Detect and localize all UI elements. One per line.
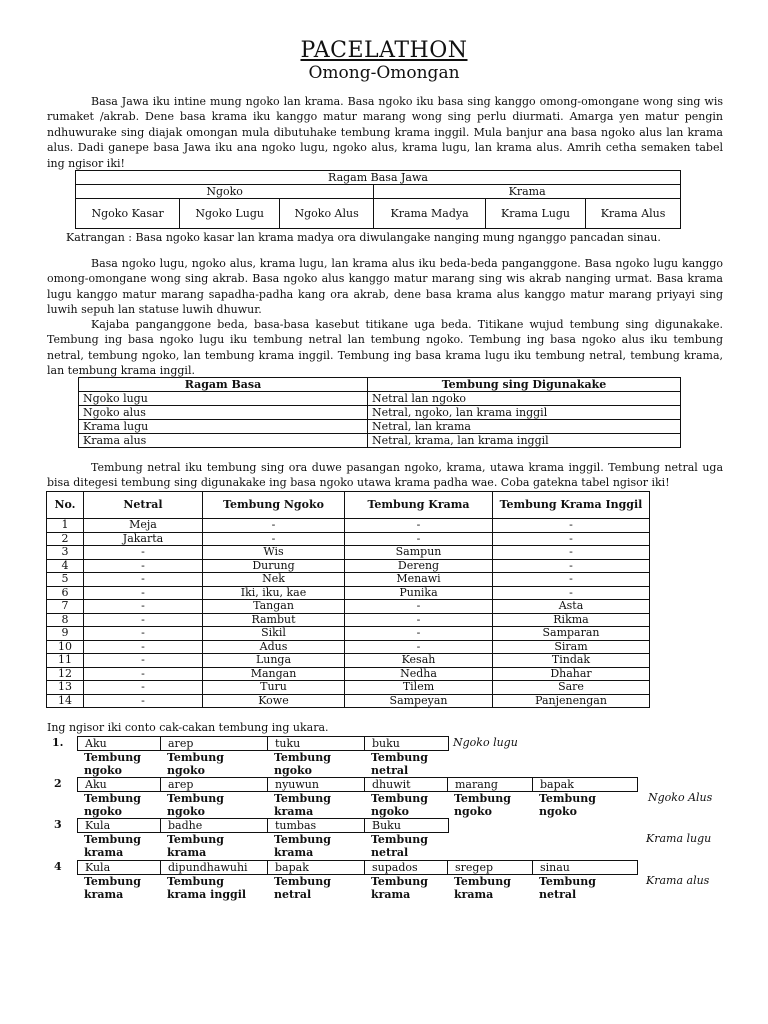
table-cell: Sampun: [345, 546, 493, 560]
word-type-label: Tembung ngoko: [167, 792, 224, 818]
word-type-label: Tembung ngoko: [84, 751, 141, 777]
example-caption: Ngoko Alus: [648, 791, 713, 804]
column-header: Tembung Ngoko: [203, 492, 345, 519]
table-row: [47, 586, 650, 600]
examples-intro: Ing ngisor iki conto cak-cakan tembung ing ukara.: [47, 721, 329, 734]
table-cell: Turu: [203, 681, 345, 695]
example-word: arep: [161, 778, 268, 791]
example-caption: Krama lugu: [646, 832, 712, 845]
table-cell: -: [84, 559, 203, 573]
example-number: 1.: [52, 736, 64, 749]
table-cell: -: [345, 627, 493, 641]
example-word: sinau: [540, 861, 570, 874]
word-type-label: Tembung krama inggil: [167, 875, 247, 901]
word-type-label: Tembung krama: [84, 875, 141, 901]
word-type-label: Tembung netral: [371, 833, 428, 859]
table-row: [47, 654, 650, 668]
table-cell: Jakarta: [84, 532, 203, 546]
example-sentence-box: [77, 777, 638, 792]
table-cell: Ngoko Kasar: [76, 199, 180, 229]
table-row: [47, 694, 650, 708]
table-row: [47, 627, 650, 641]
table-cell: 12: [47, 667, 84, 681]
table-cell: -: [203, 532, 345, 546]
table-cell: 10: [47, 640, 84, 654]
word-type-label: Tembung netral: [539, 875, 596, 901]
table-cell: -: [84, 667, 203, 681]
example-word: Buku: [372, 819, 401, 832]
word-type-label: Tembung ngoko: [84, 792, 141, 818]
table-cell: -: [84, 681, 203, 695]
table-cell: -: [493, 586, 650, 600]
table-cell: Punika: [345, 586, 493, 600]
example-word: tumbas: [268, 819, 365, 832]
word-type-label: Tembung krama: [371, 875, 428, 901]
word-type-label: Tembung krama: [274, 833, 331, 859]
table-cell: Mangan: [203, 667, 345, 681]
word-type-label: Tembung ngoko: [454, 792, 511, 818]
table-cell: 14: [47, 694, 84, 708]
example-sentence-box: [77, 860, 638, 875]
example-word: Aku: [78, 778, 161, 791]
example-word: bapak: [540, 778, 574, 791]
word-type-label: Tembung krama: [84, 833, 141, 859]
example-word: dhuwit: [365, 778, 448, 791]
table-row: [47, 519, 650, 533]
ragam-basa-table: [75, 170, 681, 229]
table-cell: 8: [47, 613, 84, 627]
table-title: Ragam Basa Jawa: [76, 171, 681, 185]
usage-paragraph: Basa ngoko lugu, ngoko alus, krama lugu, lan krama alus iku beda-beda panganggone. Basa ngoko lugu kanggo omong-omongane wong sing akrab. Basa ngoko alus kanggo matur marang sing wis akrab nanging urmat. Basa krama lugu kanggo matur marang sapadha-padha kang ora akrab, dene basa krama alus kanggo matur marang priyayi sing luwih sepuh lan statuse luwih dhuwur.: [47, 257, 723, 317]
table-row: [79, 420, 681, 434]
word-type-label: Tembung ngoko: [167, 751, 224, 777]
example-number: 2: [54, 777, 62, 790]
table-row: [47, 667, 650, 681]
table-cell: 9: [47, 627, 84, 641]
table-note: Katrangan : Basa ngoko kasar lan krama madya ora diwulangake nanging mung nganggo pancadan sinau.: [66, 231, 661, 244]
table-cell: Siram: [493, 640, 650, 654]
table-cell: Ngoko alus: [79, 406, 368, 420]
table-cell: -: [84, 640, 203, 654]
vocabulary-table-body: [47, 519, 650, 708]
table-row: [47, 613, 650, 627]
table-cell: Nek: [203, 573, 345, 587]
table-cell: Tilem: [345, 681, 493, 695]
table-cell: -: [84, 586, 203, 600]
table-cell: -: [345, 532, 493, 546]
table-cell: Krama Lugu: [485, 199, 585, 229]
table-cell: 4: [47, 559, 84, 573]
example-word: Aku: [78, 737, 161, 750]
table-cell: Ngoko lugu: [79, 392, 368, 406]
table-cell: -: [84, 600, 203, 614]
features-paragraph: Kajaba panganggone beda, basa-basa kasebut titikane uga beda. Titikane wujud tembung sing digunakake. Tembung ing basa ngoko lugu iku tembung netral lan tembung ngoko. Tembung ing basa ngoko alus iku tembung netral, tembung ngoko, lan tembung krama inggil. Tembung ing basa krama lugu iku tembung netral, tembung krama, lan tembung krama inggil.: [47, 318, 723, 378]
example-sentence-box: [77, 736, 449, 751]
vocabulary-table: [46, 491, 650, 708]
table-cell: Krama Madya: [374, 199, 486, 229]
ngoko-group-header: Ngoko: [76, 185, 374, 199]
column-header: No.: [47, 492, 84, 519]
word-type-label: Tembung netral: [371, 751, 428, 777]
table-cell: Meja: [84, 519, 203, 533]
table-cell: Tangan: [203, 600, 345, 614]
example-word: bapak: [268, 861, 365, 874]
table-cell: -: [493, 546, 650, 560]
example-number: 4: [54, 860, 62, 873]
table-cell: Rambut: [203, 613, 345, 627]
example-caption: Ngoko lugu: [453, 736, 518, 749]
table-cell: 7: [47, 600, 84, 614]
table-cell: -: [84, 613, 203, 627]
example-word: badhe: [161, 819, 268, 832]
table-cell: Sampeyan: [345, 694, 493, 708]
table-cell: -: [84, 627, 203, 641]
example-caption: Krama alus: [646, 874, 710, 887]
page-title: PACELATHON: [300, 38, 468, 63]
table-cell: -: [345, 613, 493, 627]
intro-paragraph: Basa Jawa iku intine mung ngoko lan krama. Basa ngoko iku basa sing kanggo omong-omongane wong sing wis rumaket /akrab. Dene basa krama iku kanggo matur marang wong sing perlu diurmati. Amarga yen matur pengin ndhuwurake sing diajak omongan mula dibutuhake tembung krama inggil. Mula banjur ana basa ngoko alus lan krama alus. Dadi ganepe basa Jawa iku ana ngoko lugu, ngoko alus, krama lugu, lan krama alus. Amrih cetha semaken tabel ing ngisor iki!: [47, 95, 723, 170]
table-cell: -: [345, 600, 493, 614]
table-cell: Panjenengan: [493, 694, 650, 708]
table-cell: Netral, krama, lan krama inggil: [367, 434, 680, 448]
column-header: Tembung Krama: [345, 492, 493, 519]
table-cell: -: [345, 640, 493, 654]
table-row: [79, 434, 681, 448]
word-type-label: Tembung krama: [274, 792, 331, 818]
table-cell: -: [493, 519, 650, 533]
table-cell: 13: [47, 681, 84, 695]
table-cell: -: [84, 546, 203, 560]
example-word: buku: [372, 737, 400, 750]
table-row: [79, 406, 681, 420]
table-cell: Durung: [203, 559, 345, 573]
column-header: Tembung Krama Inggil: [493, 492, 650, 519]
example-word: nyuwun: [268, 778, 365, 791]
table-cell: Dhahar: [493, 667, 650, 681]
table-cell: Netral, lan krama: [367, 420, 680, 434]
table-cell: Netral lan ngoko: [367, 392, 680, 406]
table-cell: Netral, ngoko, lan krama inggil: [367, 406, 680, 420]
table-cell: -: [84, 573, 203, 587]
word-type-label: Tembung ngoko: [274, 751, 331, 777]
table-cell: -: [493, 559, 650, 573]
table-cell: -: [203, 519, 345, 533]
table-cell: Krama lugu: [79, 420, 368, 434]
table-cell: Ngoko Lugu: [180, 199, 280, 229]
neutral-paragraph: Tembung netral iku tembung sing ora duwe pasangan ngoko, krama, utawa krama inggil. Tembung netral uga bisa ditegesi tembung sing digunakake ing basa ngoko utawa krama padha wae. Coba gatekna tabel ngisor iki!: [47, 461, 723, 490]
example-word: dipundhawuhi: [161, 861, 268, 874]
krama-group-header: Krama: [374, 185, 681, 199]
page-subtitle: Omong-Omongan: [308, 63, 460, 83]
example-word: Kula: [78, 861, 161, 874]
table-cell: 6: [47, 586, 84, 600]
word-type-label: Tembung ngoko: [539, 792, 596, 818]
table-cell: Rikma: [493, 613, 650, 627]
table-cell: Dereng: [345, 559, 493, 573]
table-row: [79, 392, 681, 406]
table-cell: Asta: [493, 600, 650, 614]
table-row: [47, 546, 650, 560]
table-cell: Sikil: [203, 627, 345, 641]
table-cell: -: [345, 519, 493, 533]
column-header: Ragam Basa: [79, 378, 368, 392]
table-cell: 5: [47, 573, 84, 587]
table-cell: Adus: [203, 640, 345, 654]
table-cell: Menawi: [345, 573, 493, 587]
table-row: [47, 681, 650, 695]
example-word: Kula: [78, 819, 161, 832]
example-number: 3: [54, 818, 62, 831]
table-cell: -: [84, 654, 203, 668]
table-cell: 11: [47, 654, 84, 668]
table-cell: Lunga: [203, 654, 345, 668]
word-type-label: Tembung krama: [167, 833, 224, 859]
table-cell: 3: [47, 546, 84, 560]
column-header: Tembung sing Digunakake: [367, 378, 680, 392]
table-cell: Sare: [493, 681, 650, 695]
table-cell: Wis: [203, 546, 345, 560]
example-word: arep: [161, 737, 268, 750]
word-type-label: Tembung krama: [454, 875, 511, 901]
table-cell: Kowe: [203, 694, 345, 708]
example-sentence-box: [77, 818, 449, 833]
table-row: [47, 532, 650, 546]
table-cell: Ngoko Alus: [280, 199, 374, 229]
word-usage-table: [78, 377, 681, 448]
table-cell: Iki, iku, kae: [203, 586, 345, 600]
table-cell: Nedha: [345, 667, 493, 681]
table-row: [47, 573, 650, 587]
table-cell: -: [84, 694, 203, 708]
word-type-label: Tembung ngoko: [371, 792, 428, 818]
table-cell: Krama alus: [79, 434, 368, 448]
table-cell: Krama Alus: [586, 199, 681, 229]
table-row: [47, 640, 650, 654]
table-cell: -: [493, 532, 650, 546]
table-cell: Kesah: [345, 654, 493, 668]
table-row: [47, 559, 650, 573]
table-cell: 2: [47, 532, 84, 546]
example-word: sregep: [448, 861, 533, 874]
word-type-label: Tembung netral: [274, 875, 331, 901]
column-header: Netral: [84, 492, 203, 519]
example-word: marang: [448, 778, 533, 791]
table-cell: Samparan: [493, 627, 650, 641]
example-word: tuku: [268, 737, 365, 750]
table-row: [47, 600, 650, 614]
example-word: supados: [365, 861, 448, 874]
table-cell: Tindak: [493, 654, 650, 668]
table-cell: 1: [47, 519, 84, 533]
table-cell: -: [493, 573, 650, 587]
